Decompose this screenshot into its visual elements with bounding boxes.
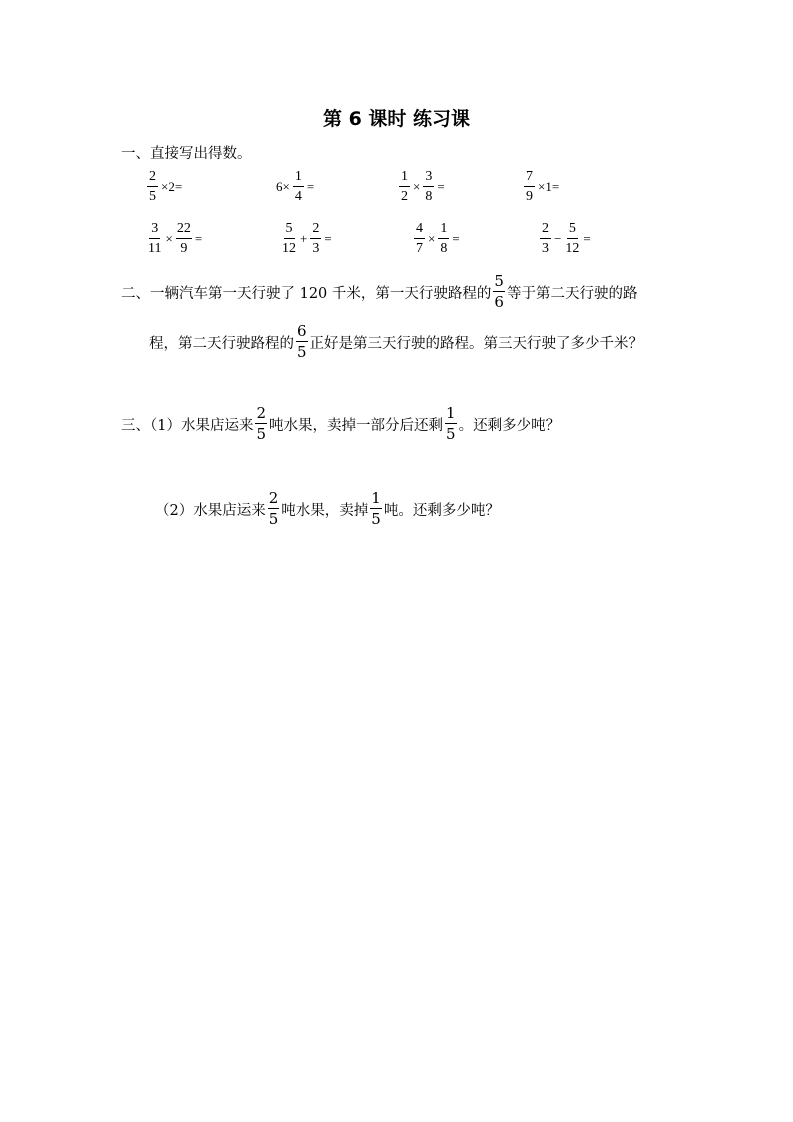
fraction: $\frac{2}{5}$	[268, 489, 279, 528]
problem-2-3: $\frac{4}{7}$ × $\frac{1}{8}$ =	[416, 221, 460, 256]
fraction: $\frac{1}{5}$	[371, 489, 381, 528]
section2-line2: 程，第二天行驶路程的 $\frac{6}{5}$ 正好是第三天行驶的路程。第三天行驶了多少千米？	[149, 322, 644, 361]
fraction: $\frac{2}{5}$	[256, 404, 267, 443]
problem-1-2: 6× $\frac{1}{4}$ =	[276, 169, 315, 204]
fraction: $\frac{2}{5}$	[149, 169, 156, 204]
page-title: 第 6 课时 练习课	[322, 108, 471, 130]
section2-line1: 二、一辆汽车第一天行驶了 120 千米，第一天行驶路程的 $\frac{5}{6}$ 等于第二天行驶的路	[121, 272, 638, 311]
fraction: $\frac{5}{12}$	[282, 221, 296, 256]
problem-1-4: $\frac{7}{9}$ ×1=	[526, 169, 560, 204]
fraction: $\frac{3}{8}$	[425, 169, 433, 204]
problem-1-3: $\frac{1}{2}$ × $\frac{3}{8}$ =	[401, 169, 445, 204]
fraction: $\frac{2}{3}$	[312, 221, 320, 256]
section3-question1: 三、（1）水果店运来 $\frac{2}{5}$ 吨水果，卖掉一部分后还剩 $\frac{1}{5}$ 。还剩多少吨？	[121, 404, 561, 443]
fraction: $\frac{22}{9}$	[176, 221, 191, 256]
fraction: $\frac{1}{5}$	[446, 404, 456, 443]
fraction: $\frac{2}{3}$	[542, 221, 549, 256]
fraction: $\frac{1}{2}$	[401, 169, 408, 204]
fraction: $\frac{4}{7}$	[416, 221, 423, 256]
fraction: $\frac{7}{9}$	[526, 169, 533, 204]
fraction: $\frac{5}{6}$	[494, 272, 504, 311]
fraction: $\frac{3}{11}$	[148, 221, 162, 256]
fraction: $\frac{5}{12}$	[565, 221, 580, 256]
fraction: $\frac{1}{8}$	[440, 221, 448, 256]
section3-question2: （2）水果店运来 $\frac{2}{5}$ 吨水果，卖掉 $\frac{1}{5}$ 吨。还剩多少吨？	[155, 489, 500, 528]
fraction: $\frac{1}{4}$	[294, 169, 302, 204]
problem-2-4: $\frac{2}{3}$ − $\frac{5}{12}$ =	[542, 221, 591, 256]
section1-heading: 一、直接写出得数。	[121, 146, 252, 162]
problem-2-1: $\frac{3}{11}$ × $\frac{22}{9}$ =	[148, 221, 203, 256]
problem-1-1: $\frac{2}{5}$ ×2=	[149, 169, 183, 204]
problem-2-2: $\frac{5}{12}$ + $\frac{2}{3}$ =	[282, 221, 332, 256]
fraction: $\frac{6}{5}$	[297, 322, 307, 361]
